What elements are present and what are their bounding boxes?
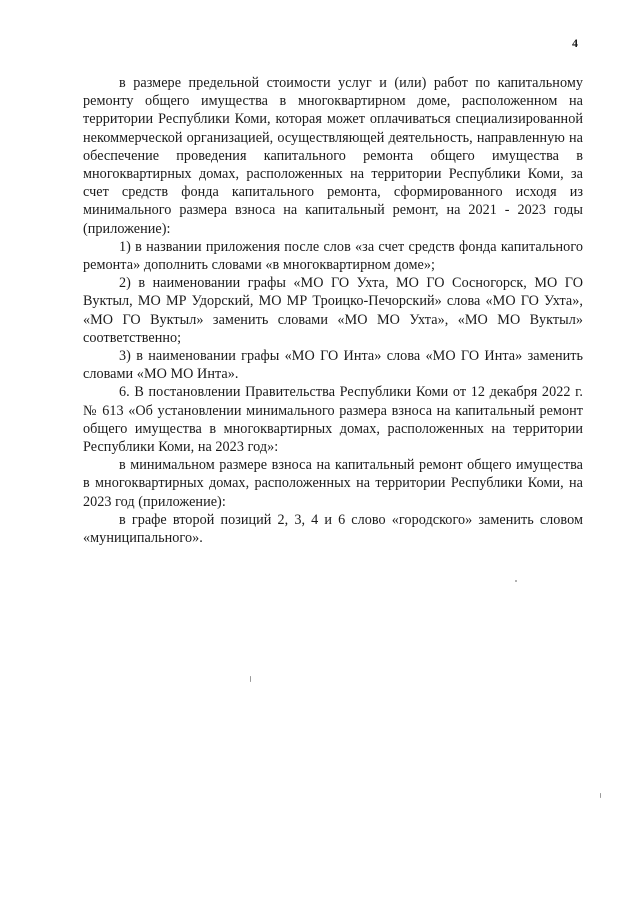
- paragraph-item-1: 1) в названии приложения после слов «за счет средств фонда капитального ремонта» дополнить словами «в многоквартирном доме»;: [83, 238, 583, 274]
- paragraph-item-3: 3) в наименовании графы «МО ГО Инта» слова «МО ГО Инта» заменить словами «МО МО Инта».: [83, 348, 583, 383]
- scan-speck: [515, 580, 517, 582]
- scan-speck: [600, 793, 601, 798]
- paragraph-replacement: в графе второй позиций 2, 3, 4 и 6 слово «городского» заменить словом «муниципального».: [83, 511, 583, 547]
- page-number: 4: [572, 36, 578, 50]
- paragraph-section-6: 6. В постановлении Правительства Республики Коми от 12 декабря 2022 г. № 613 «Об установлении минимального размера взноса на капитальный ремонт общего имущества в многоквартирных домах, расположенных на территории Республики Коми, на 2023 год»:: [83, 384, 583, 456]
- paragraph-min-contribution: в минимальном размере взноса на капитальный ремонт общего имущества в многоквартирных домах, расположенных на территории Республики Коми, на 2023 год (приложение):: [83, 457, 583, 510]
- document-body: [83, 74, 583, 547]
- scan-speck: [250, 676, 251, 682]
- paragraph-item-2: 2) в наименовании графы «МО ГО Ухта, МО ГО Сосногорск, МО ГО Вуктыл, МО МР Удорский, МО МР Троицко-Печорский» слова «МО ГО Ухта», «МО ГО Вуктыл» заменить словами «МО МО Ухта», «МО МО Вуктыл» соответственно;: [83, 275, 583, 346]
- paragraph-intro: в размере предельной стоимости услуг и (или) работ по капитальному ремонту общего имущества в многоквартирном доме, расположенном на территории Республики Коми, которая может оплачиваться специализированной некоммерческой организацией, осуществляющей деятельность, направленную на обеспечение проведения капитального ремонта общего имущества в многоквартирных домах, расположенных на территории Республики Коми, за счет средств фонда капитального ремонта, сформированного исходя из минимального размера взноса на капитальный ремонт, на 2021 - 2023 годы (приложение):: [83, 75, 583, 237]
